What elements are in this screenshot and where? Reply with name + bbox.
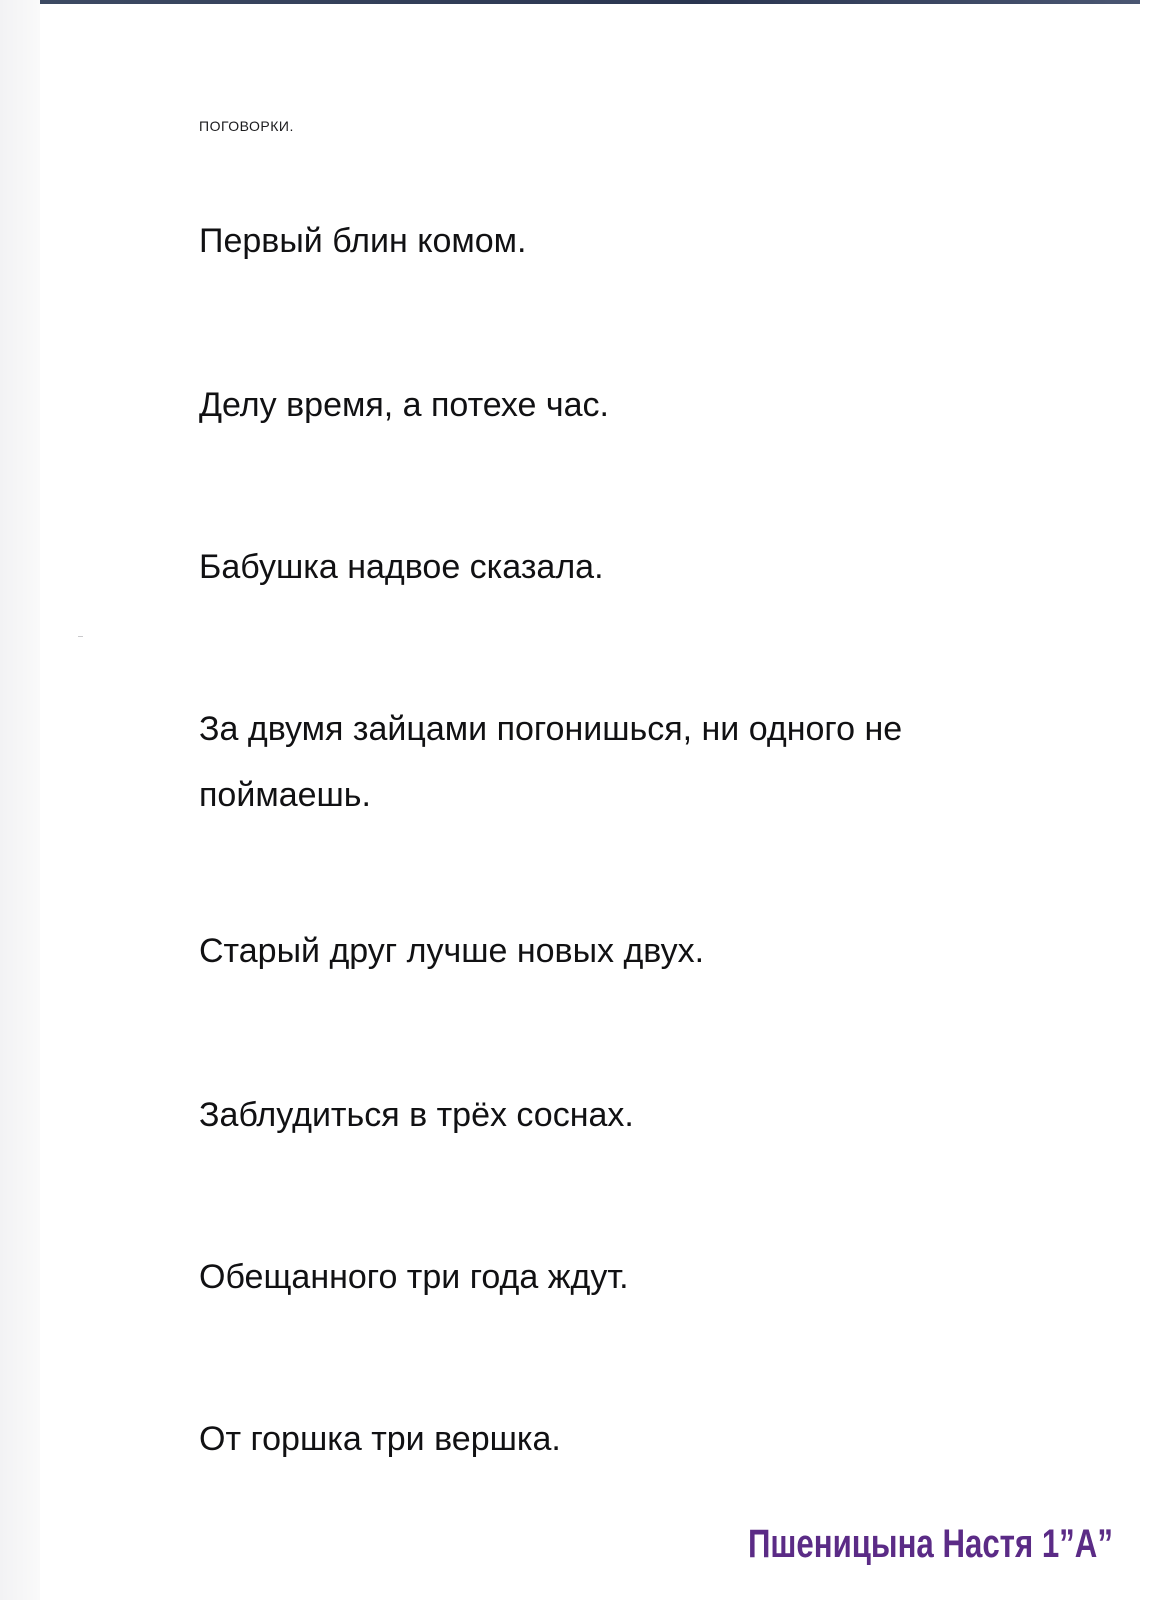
proverb-4 <box>199 696 902 828</box>
author-signature: Пшеницына Настя 1”А” <box>748 1522 1113 1566</box>
proverb-1 <box>199 208 526 274</box>
proverb-text-line-2: поймаешь. <box>199 776 371 814</box>
proverb-3 <box>199 534 604 600</box>
proverb-text: Бабушка надвое сказала. <box>199 548 604 586</box>
proverb-text: Первый блин комом. <box>199 222 527 260</box>
proverb-2 <box>199 372 609 438</box>
proverb-text: Обещанного три года ждут. <box>199 1258 629 1296</box>
proverb-6 <box>199 1082 634 1148</box>
proverb-text: Заблудиться в трёх соснах. <box>199 1096 634 1134</box>
proverb-7 <box>199 1244 629 1310</box>
page-heading: ПОГОВОРКИ. <box>199 118 294 134</box>
proverb-5 <box>199 918 704 984</box>
scan-top-edge <box>40 0 1140 4</box>
scan-speck <box>78 636 83 637</box>
proverb-text: От горшка три вершка. <box>199 1420 561 1458</box>
proverb-text: Старый друг лучше новых двух. <box>199 932 705 970</box>
proverb-text-line-1: За двумя зайцами погонишься, ни одного не <box>199 710 903 748</box>
scan-left-margin <box>0 0 40 1600</box>
proverb-text: Делу время, а потехе час. <box>199 386 609 424</box>
proverb-8 <box>199 1406 561 1472</box>
